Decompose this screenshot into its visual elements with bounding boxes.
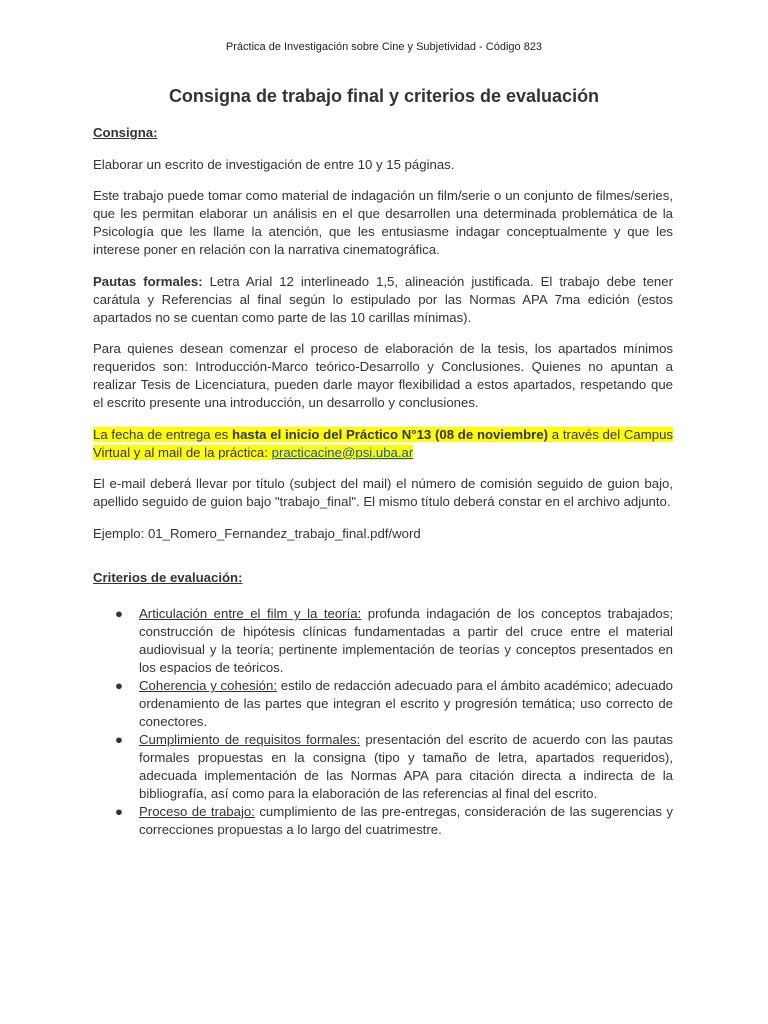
- document-body: [93, 124, 673, 839]
- list-item: [93, 731, 673, 803]
- deadline-intro: La fecha de entrega es: [93, 426, 233, 442]
- paragraph-deadline: [93, 426, 673, 462]
- criterion-text: profunda indagación de los conceptos trabajados; construcción de hipótesis clínicas fundamentadas a partir del cruce entre el material audiovisual y la teoría; pertinente implementación de teorías y conceptos presentados en los espacios de teóricos.: [139, 606, 673, 675]
- formal-guidelines-label: Pautas formales:: [93, 273, 203, 289]
- paragraph-thesis-sections: Para quienes desean comenzar el proceso de elaboración de la tesis, los apartados mínimos requeridos son: Introducción-Marco teórico-Desarrollo y Conclusiones. Quienes no apuntan a realizar Tesis de Licenciatura, pueden darle mayor flexibilidad a estos apartados, respetando que el escrito presente una introducción, un desarrollo y conclusiones.: [93, 341, 673, 410]
- bullet-icon: ●: [115, 606, 123, 621]
- email-link[interactable]: practicacine@psi.uba.ar: [271, 444, 414, 460]
- bullet-icon: ●: [115, 678, 123, 693]
- paragraph-material: Este trabajo puede tomar como material de indagación un film/serie o un conjunto de filmes/series, que les permitan elaborar un análisis en el que desarrollen una determinada problemática de la Psicología que les llame la atención, que les entusiasme indagar conceptualmente y que les interese poner en relación con la narrativa cinematográfica.: [93, 188, 673, 257]
- criterion-label: Cumplimiento de requisitos formales:: [139, 732, 361, 747]
- list-item: [93, 803, 673, 839]
- page-title: Consigna de trabajo final y criterios de evaluación: [168, 86, 600, 106]
- paragraph-example: Ejemplo: 01_Romero_Fernandez_trabajo_final.pdf/word: [93, 525, 421, 541]
- deadline-channel: a través del Campus Virtual y al mail de la práctica:: [93, 426, 674, 460]
- criterion-text: cumplimiento de las pre-entregas, consideración de las sugerencias y correcciones propuestas a lo largo del cuatrimestre.: [139, 804, 673, 837]
- criterion-text: presentación del escrito de acuerdo con las pautas formales propuestas en la consigna (tipo y tamaño de letra, apartados requeridos), adecuada implementación de las Normas APA para citación directa a indirecta de la bibliografía, así como para la elaboración de las referencias al final del escrito.: [139, 732, 673, 801]
- paragraph-formal-guidelines: [93, 273, 673, 327]
- bullet-icon: ●: [115, 804, 123, 819]
- list-item: [93, 677, 673, 731]
- criterion-text: estilo de redacción adecuado para el ámbito académico; adecuado ordenamiento de las partes que integran el escrito y progresión temática; uso correcto de conectores.: [139, 678, 674, 729]
- deadline-date: hasta el inicio del Práctico N°13 (08 de noviembre): [232, 426, 549, 442]
- criterion-label: Coherencia y cohesión:: [139, 678, 278, 693]
- criteria-label: Criterios de evaluación:: [93, 570, 243, 585]
- consigna-label: Consigna:: [93, 125, 158, 140]
- list-item: [93, 605, 673, 677]
- paragraph-extension: Elaborar un escrito de investigación de entre 10 y 15 páginas.: [93, 156, 455, 172]
- paragraph-email-subject: El e-mail deberá llevar por título (subject del mail) el número de comisión seguido de guion bajo, apellido seguido de guion bajo "trabajo_final". El mismo título deberá constar en el archivo adjunto.: [93, 476, 673, 509]
- criterion-label: Articulación entre el film y la teoría:: [139, 606, 362, 621]
- criterion-label: Proceso de trabajo:: [139, 804, 255, 819]
- page-header: Práctica de Investigación sobre Cine y Subjetividad - Código 823: [225, 41, 543, 53]
- bullet-icon: ●: [115, 732, 123, 747]
- formal-guidelines-text: Letra Arial 12 interlineado 1,5, alineación justificada. El trabajo debe tener carátula y Referencias al final según lo estipulado por las Normas APA 7ma edición (estos apartados no se cuentan como parte de las 10 carillas mínimas).: [93, 273, 673, 325]
- spacer: [93, 556, 673, 569]
- criteria-list: [93, 605, 673, 839]
